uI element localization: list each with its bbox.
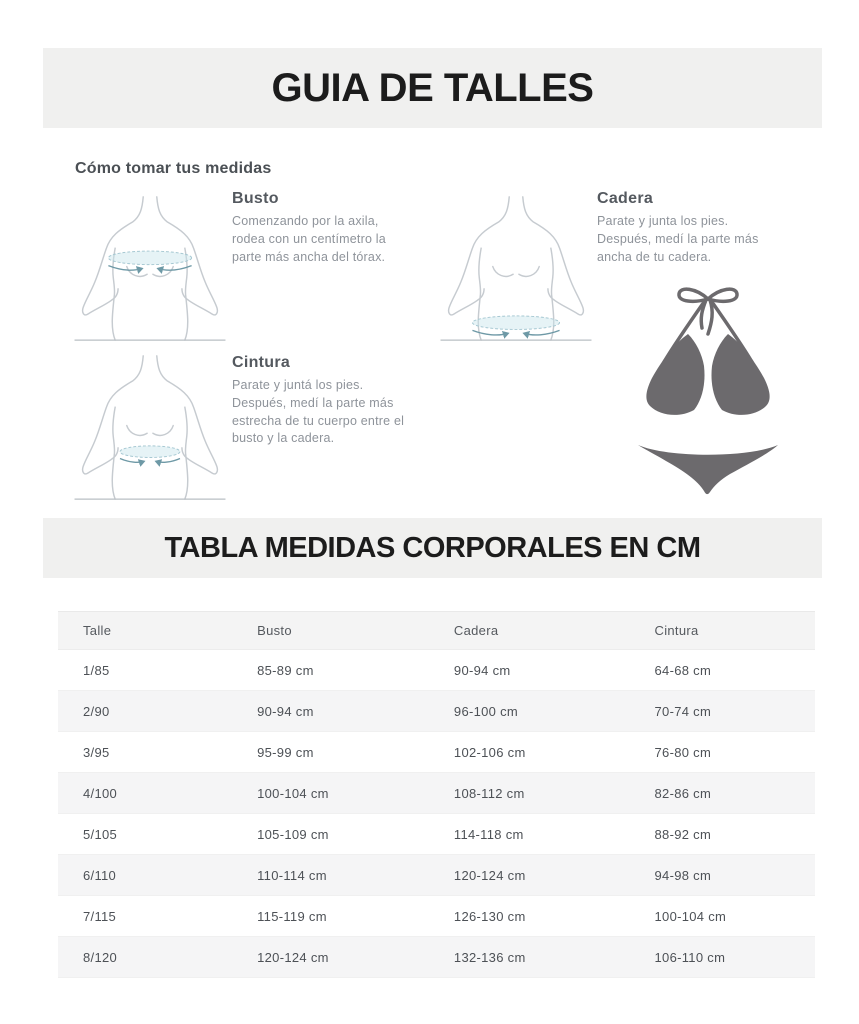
table-cell: 132-136 cm <box>429 937 630 978</box>
table-cell: 85-89 cm <box>232 650 429 691</box>
page-title: GUIA DE TALLES <box>271 65 594 110</box>
table-cell: 6/110 <box>58 855 232 896</box>
table-cell: 102-106 cm <box>429 732 630 773</box>
table-cell: 110-114 cm <box>232 855 429 896</box>
table-cell: 3/95 <box>58 732 232 773</box>
table-cell: 95-99 cm <box>232 732 429 773</box>
size-table-body <box>58 650 815 978</box>
size-table-head-row <box>58 612 815 650</box>
table-section-title: TABLA MEDIDAS CORPORALES EN CM <box>164 531 701 564</box>
table-cell: 115-119 cm <box>232 896 429 937</box>
table-row <box>58 814 815 855</box>
table-cell: 88-92 cm <box>630 814 815 855</box>
bikini-illustration-icon <box>618 278 798 498</box>
measure-block-busto <box>232 190 410 266</box>
table-cell: 96-100 cm <box>429 691 630 732</box>
table-row <box>58 855 815 896</box>
table-row <box>58 732 815 773</box>
size-guide-header-band <box>43 48 822 128</box>
body-outline-bust-measure-icon <box>72 193 228 343</box>
table-row <box>58 937 815 978</box>
table-row <box>58 896 815 937</box>
table-cell: 76-80 cm <box>630 732 815 773</box>
measure-desc-busto: Comenzando por la axila, rodea con un centímetro la parte más ancha del tórax. <box>232 214 386 264</box>
column-header: Talle <box>58 612 232 650</box>
table-cell: 100-104 cm <box>630 896 815 937</box>
measure-name-busto: Busto <box>232 190 279 207</box>
measure-section-title: Cómo tomar tus medidas <box>75 160 272 177</box>
body-outline-hip-measure-icon <box>438 193 594 343</box>
table-cell: 94-98 cm <box>630 855 815 896</box>
table-cell: 5/105 <box>58 814 232 855</box>
column-header: Busto <box>232 612 429 650</box>
table-cell: 7/115 <box>58 896 232 937</box>
table-cell: 100-104 cm <box>232 773 429 814</box>
measure-block-cadera <box>597 190 769 266</box>
table-cell: 1/85 <box>58 650 232 691</box>
table-cell: 120-124 cm <box>232 937 429 978</box>
table-cell: 8/120 <box>58 937 232 978</box>
column-header: Cintura <box>630 612 815 650</box>
table-cell: 126-130 cm <box>429 896 630 937</box>
table-cell: 105-109 cm <box>232 814 429 855</box>
table-row <box>58 691 815 732</box>
table-section-band <box>43 518 822 578</box>
size-table <box>58 611 815 978</box>
table-cell: 82-86 cm <box>630 773 815 814</box>
table-cell: 70-74 cm <box>630 691 815 732</box>
measure-block-cintura <box>232 354 420 448</box>
body-outline-waist-measure-icon <box>72 352 228 502</box>
table-cell: 4/100 <box>58 773 232 814</box>
table-cell: 90-94 cm <box>232 691 429 732</box>
table-cell: 64-68 cm <box>630 650 815 691</box>
table-cell: 106-110 cm <box>630 937 815 978</box>
table-cell: 2/90 <box>58 691 232 732</box>
column-header: Cadera <box>429 612 630 650</box>
measure-desc-cintura: Parate y juntá los pies. Después, medí la parte más estrecha de tu cuerpo entre el busto y la cadera. <box>232 378 405 446</box>
table-cell: 120-124 cm <box>429 855 630 896</box>
table-cell: 90-94 cm <box>429 650 630 691</box>
measure-name-cadera: Cadera <box>597 190 654 207</box>
measure-desc-cadera: Parate y junta los pies. Después, medí la parte más ancha de tu cadera. <box>597 214 759 264</box>
measure-name-cintura: Cintura <box>232 354 291 371</box>
table-row <box>58 773 815 814</box>
table-cell: 108-112 cm <box>429 773 630 814</box>
table-row <box>58 650 815 691</box>
table-cell: 114-118 cm <box>429 814 630 855</box>
